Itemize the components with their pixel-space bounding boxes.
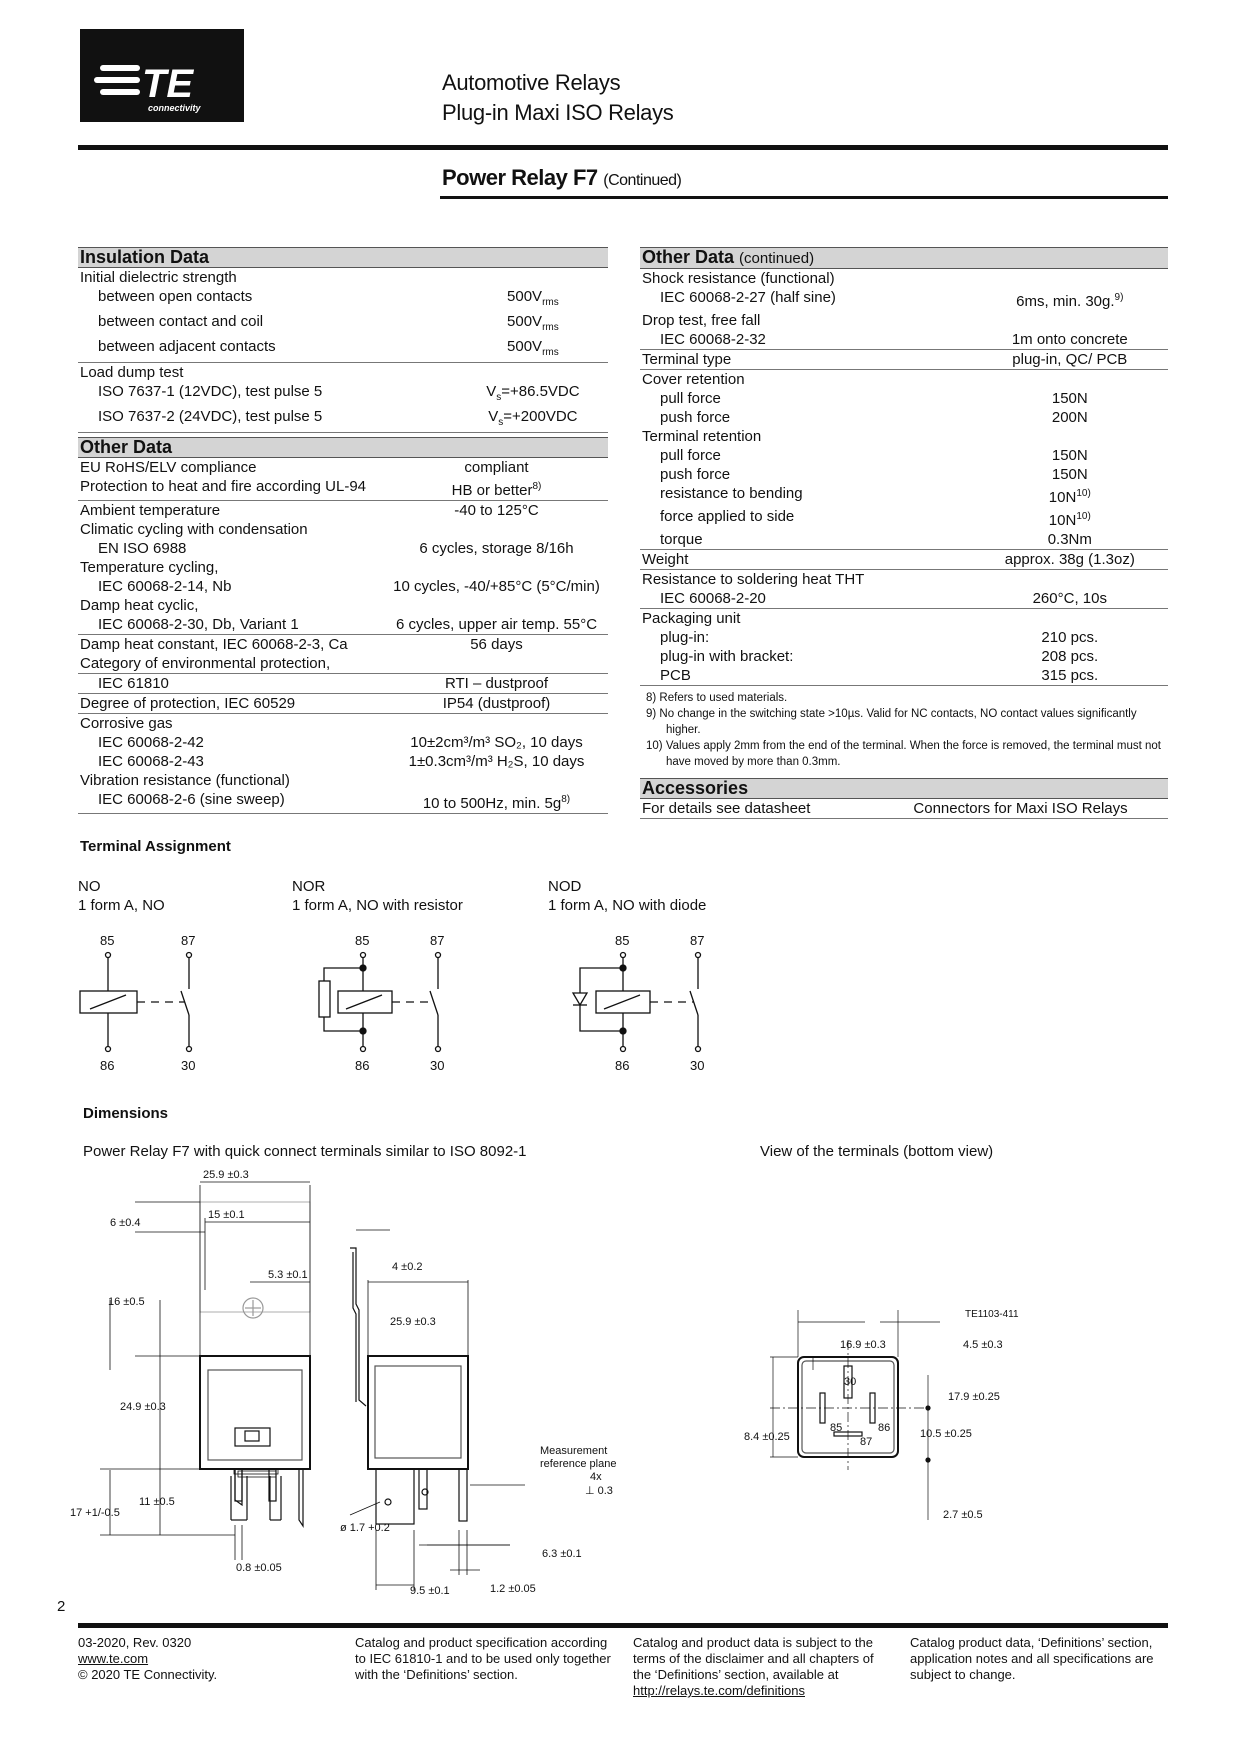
dim-label: 0.8 ±0.05 <box>236 1562 282 1574</box>
spec-label: resistance to bending <box>660 485 803 502</box>
spec-label: EU RoHS/ELV compliance <box>80 459 257 476</box>
header-line-2: Plug-in Maxi ISO Relays <box>442 100 674 125</box>
schematic-nor <box>319 953 441 1052</box>
spec-label: plug-in with bracket: <box>660 648 794 665</box>
pin-label: 85 <box>355 933 370 948</box>
spec-label: push force <box>660 466 731 483</box>
dim-label: 8.4 ±0.25 <box>744 1431 790 1443</box>
spec-value <box>972 609 1168 629</box>
pin-label: 85 <box>100 933 115 948</box>
spec-value <box>385 771 608 790</box>
spec-label: Damp heat cyclic, <box>80 597 199 614</box>
spec-value <box>385 558 608 577</box>
dim-label: 1.2 ±0.05 <box>490 1583 536 1595</box>
spec-label: Ambient temperature <box>78 501 385 521</box>
spec-value: $V_s=+86.5VDC$ <box>486 383 580 403</box>
footer-col-4: Catalog product data, ‘Definitions’ section, application notes and all specifications are subject to change. <box>910 1635 1154 1682</box>
footer-copyright: © 2020 TE Connectivity. <box>78 1667 218 1682</box>
spec-value: 6ms, min. 30g.$^{9)}$ <box>1016 292 1124 310</box>
front-view <box>200 1202 310 1526</box>
pin-label: 30 <box>690 1058 705 1073</box>
title-text: Power Relay F7 <box>442 165 598 190</box>
pin-label: 87 <box>860 1436 873 1448</box>
pin-label: 86 <box>878 1422 891 1434</box>
dim-label: ø 1.7 +0.2 <box>340 1522 390 1534</box>
dim-label: 17.9 ±0.25 <box>948 1391 1000 1403</box>
schematic-no <box>80 953 192 1052</box>
dim-label: 6 ±0.4 <box>110 1217 141 1229</box>
spec-label: Packaging unit <box>640 609 972 629</box>
spec-value: 150N <box>1051 447 1088 464</box>
dim-label: 9.5 ±0.1 <box>410 1585 450 1597</box>
spec-value: 10 to 500Hz, min. $5g^{8)}$ <box>385 790 608 814</box>
spec-value <box>972 370 1168 390</box>
dim-label: reference plane <box>540 1458 617 1470</box>
spec-label: Resistance to soldering heat THT <box>640 570 972 590</box>
spec-value: RTI – dustproof <box>385 674 608 694</box>
page-number: 2 <box>57 1598 66 1615</box>
footnote: 9) No change in the switching state >10µs. Valid for NC contacts, NO contact values significantly higher. <box>646 708 1137 736</box>
spec-label: Terminal type <box>640 350 972 370</box>
spec-label: Category of environmental protection, <box>80 655 331 672</box>
other-heading: Other Data <box>78 438 608 458</box>
pin-label: 85 <box>830 1422 843 1434</box>
pin-label: 86 <box>100 1058 115 1073</box>
dim-label: 25.9 ±0.3 <box>390 1316 436 1328</box>
definitions-link[interactable]: http://relays.te.com/definitions <box>633 1683 805 1698</box>
spec-label: pull force <box>660 447 721 464</box>
spec-value <box>972 269 1168 289</box>
drawing-id: TE1103-411 <box>965 1309 1019 1320</box>
spec-label: Drop test, free fall <box>642 312 761 329</box>
spec-label: Temperature cycling, <box>80 559 219 576</box>
spec-value: 150N <box>1051 390 1088 407</box>
pin-label: 87 <box>430 933 445 948</box>
spec-value: 150N <box>1051 466 1088 483</box>
spec-value: 315 pcs. <box>972 666 1168 686</box>
pin-label: 86 <box>615 1058 630 1073</box>
spec-label: Load dump test <box>78 363 458 383</box>
spec-value: $500V_{rms}$ <box>507 338 559 358</box>
spec-label: Corrosive gas <box>78 714 385 734</box>
spec-value: plug-in, QC/ PCB <box>972 350 1168 370</box>
footer-col-3: Catalog and product data is subject to the terms of the disclaimer and all chapters of the ‘Definitions’ section, available at http://relays.te.com/definitions <box>633 1635 874 1698</box>
dim-label: 15 ±0.1 <box>208 1209 245 1221</box>
spec-value: 10 cycles, -40/+85°C (5°C/min) <box>393 578 600 595</box>
pin-label: 30 <box>844 1376 857 1388</box>
accessories <box>640 778 1168 819</box>
terminal-heading: Terminal Assignment <box>80 838 231 855</box>
spec-label: Vibration resistance (functional) <box>80 772 290 789</box>
spec-value: $500V_{rms}$ <box>507 313 559 333</box>
accessories-value: Connectors for Maxi ISO Relays <box>873 799 1168 819</box>
header-line-1: Automotive Relays <box>442 70 621 95</box>
spec-label: IEC 60068-2-14, Nb <box>98 578 232 595</box>
spec-value: 200N <box>1051 409 1088 426</box>
spec-value: 208 pcs. <box>1041 648 1099 665</box>
variant-desc: 1 form A, NO with resistor <box>292 897 463 914</box>
spec-value: $10N^{10)}$ <box>1048 511 1091 529</box>
spec-value: 10±2cm³/m³ SO₂, 10 days <box>410 734 583 751</box>
dim-label: 6.3 ±0.1 <box>542 1548 582 1560</box>
dimension-drawing <box>70 1170 1070 1620</box>
spec-label: pull force <box>660 390 721 407</box>
dim-label: 25.9 ±0.3 <box>203 1170 249 1181</box>
website-link[interactable]: www.te.com <box>78 1651 149 1666</box>
pin-label: 30 <box>430 1058 445 1073</box>
spec-label: push force <box>660 409 731 426</box>
spec-value <box>972 570 1168 590</box>
logo-subtext: connectivity <box>148 103 201 113</box>
spec-label: Degree of protection, IEC 60529 <box>78 694 385 714</box>
dim-label: 4.5 ±0.3 <box>963 1339 1003 1351</box>
footer-col-1 <box>78 1635 217 1683</box>
spec-label: IEC 60068-2-42 <box>98 734 204 751</box>
dim-label: 2.7 ±0.5 <box>943 1509 983 1521</box>
pin-label: 87 <box>690 933 705 948</box>
other-data-continued <box>640 247 1168 770</box>
schematic-nod <box>573 953 701 1052</box>
dim-label: 17 +1/-0.5 <box>70 1507 120 1519</box>
spec-value: compliant <box>464 459 529 476</box>
spec-label: IEC 60068-2-6 (sine sweep) <box>78 790 385 814</box>
spec-value: HB or better$^{8)}$ <box>451 481 542 499</box>
spec-label: Damp heat constant, IEC 60068-2-3, Ca <box>78 635 385 655</box>
spec-label: between adjacent contacts <box>98 338 276 355</box>
dim-label: 16.9 ±0.3 <box>840 1339 886 1351</box>
spec-label: Climatic cycling with condensation <box>80 521 308 538</box>
footer-revision: 03-2020, Rev. 0320 <box>78 1635 192 1650</box>
spec-value: 6 cycles, storage 8/16h <box>419 540 574 557</box>
side-dimensions <box>350 1230 525 1590</box>
other-cont-heading: Other Data (continued) <box>640 248 1168 269</box>
title-suffix: (Continued) <box>603 172 682 189</box>
spec-label: Shock resistance (functional) <box>642 270 835 287</box>
spec-label: PCB <box>640 666 972 686</box>
front-dimensions <box>100 1182 310 1560</box>
spec-label: IEC 61810 <box>78 674 385 694</box>
header-rule <box>78 145 1168 150</box>
spec-value: -40 to 125°C <box>385 501 608 521</box>
spec-value: approx. 38g (1.3oz) <box>972 550 1168 570</box>
spec-label: Protection to heat and fire according UL-94 <box>80 478 367 495</box>
dim-label: 10.5 ±0.25 <box>920 1428 972 1440</box>
spec-value: 210 pcs. <box>1041 629 1099 646</box>
spec-label: Weight <box>640 550 972 570</box>
spec-label: IEC 60068-2-43 <box>98 753 204 770</box>
spec-label: force applied to side <box>660 508 795 525</box>
insulation-heading: Insulation Data <box>78 248 608 268</box>
spec-value <box>972 311 1168 330</box>
insulation-data <box>78 247 608 433</box>
dimensions-right-caption: View of the terminals (bottom view) <box>760 1143 994 1160</box>
pin-label: 86 <box>355 1058 370 1073</box>
dimensions-left-caption: Power Relay F7 with quick connect terminals similar to ISO 8092-1 <box>83 1143 527 1160</box>
dim-label: 4x <box>590 1471 602 1483</box>
variant-code: NO <box>78 878 101 895</box>
spec-value: 1m onto concrete <box>1011 331 1128 348</box>
footnote: 10) Values apply 2mm from the end of the terminal. When the force is removed, the terminal must not have moved by more than 0.3mm. <box>646 740 1161 768</box>
dim-label: 5.3 ±0.1 <box>268 1269 308 1281</box>
footnote: 8) Refers to used materials. <box>646 692 788 704</box>
spec-label: EN ISO 6988 <box>98 540 187 557</box>
pin-label: 30 <box>181 1058 196 1073</box>
spec-value <box>385 654 608 674</box>
spec-label: IEC 60068-2-30, Db, Variant 1 <box>98 616 299 633</box>
variant-desc: 1 form A, NO <box>78 897 165 914</box>
spec-value <box>385 596 608 615</box>
spec-value: 1±0.3cm³/m³ H₂S, 10 days <box>408 753 585 770</box>
page-title <box>442 165 681 191</box>
dim-label: ⊥ 0.3 <box>585 1485 613 1497</box>
spec-label: between open contacts <box>98 288 253 305</box>
accessories-heading: Accessories <box>640 779 1168 799</box>
spec-value <box>385 520 608 539</box>
spec-label: IEC 60068-2-32 <box>660 331 766 348</box>
spec-value: 56 days <box>385 635 608 655</box>
pin-label: 85 <box>615 933 630 948</box>
spec-value: 260°C, 10s <box>1032 590 1107 607</box>
dim-label: 24.9 ±0.3 <box>120 1401 166 1413</box>
spec-value: $V_s=+200VDC$ <box>458 407 608 433</box>
spec-label: torque <box>660 531 703 548</box>
variant-code: NOR <box>292 878 326 895</box>
spec-value: $500V_{rms}$ <box>507 288 559 308</box>
spec-value <box>972 427 1168 446</box>
variant-code: NOD <box>548 878 582 895</box>
logo-text: TE <box>142 62 194 106</box>
title-rule <box>440 196 1168 199</box>
footer-col-2: Catalog and product specification according to IEC 61810-1 and to be used only together with the ‘Definitions’ section. <box>355 1635 611 1682</box>
spec-label: IEC 60068-2-20 <box>660 590 766 607</box>
dim-label: 4 ±0.2 <box>392 1261 423 1273</box>
dim-label: 16 ±0.5 <box>108 1296 145 1308</box>
spec-label: ISO 7637-1 (12VDC), test pulse 5 <box>98 383 323 400</box>
dim-label: Measurement <box>540 1445 608 1457</box>
spec-label: between contact and coil <box>98 313 264 330</box>
other-data <box>78 437 608 814</box>
spec-value: IP54 (dustproof) <box>385 694 608 714</box>
spec-label: ISO 7637-2 (24VDC), test pulse 5 <box>78 407 458 433</box>
spec-value <box>385 714 608 734</box>
accessories-label: For details see datasheet <box>640 799 873 819</box>
spec-label: plug-in: <box>660 629 710 646</box>
variant-desc: 1 form A, NO with diode <box>548 897 707 914</box>
spec-label: Initial dielectric strength <box>80 269 237 286</box>
spec-value: 6 cycles, upper air temp. 55°C <box>395 616 598 633</box>
terminal-diagrams <box>60 925 760 1075</box>
te-logo-mark <box>80 29 244 122</box>
pin-label: 87 <box>181 933 196 948</box>
spec-value: 0.3Nm <box>1047 531 1092 548</box>
spec-label: Terminal retention <box>642 428 762 445</box>
spec-label: IEC 60068-2-27 (half sine) <box>660 289 836 306</box>
footnotes <box>640 690 1168 770</box>
dimensions-heading: Dimensions <box>83 1105 169 1122</box>
dim-label: 11 ±0.5 <box>139 1496 175 1508</box>
te-logo <box>80 29 244 122</box>
spec-label: Cover retention <box>640 370 972 390</box>
spec-value: $10N^{10)}$ <box>1048 488 1091 506</box>
footer-rule <box>78 1623 1168 1628</box>
